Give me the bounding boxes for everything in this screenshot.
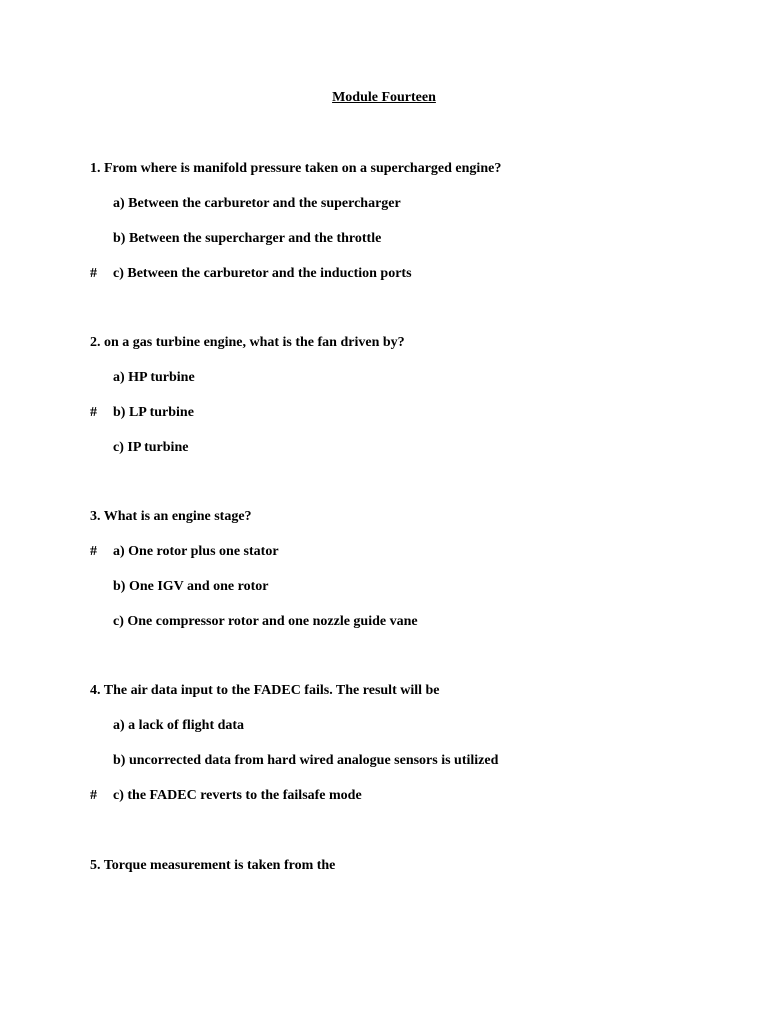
document-title: Module Fourteen <box>332 90 436 105</box>
correct-answer-mark: # <box>90 405 97 420</box>
correct-answer-mark: # <box>90 544 97 559</box>
option-text: c) IP turbine <box>113 440 189 455</box>
option-text: b) LP turbine <box>113 405 194 420</box>
answer-option <box>90 788 730 823</box>
option-text: a) Between the carburetor and the supercharger <box>113 196 401 211</box>
question-2 <box>90 335 730 475</box>
question-1 <box>90 161 730 301</box>
answer-option <box>90 718 730 753</box>
question-4 <box>90 683 730 823</box>
option-text: b) Between the supercharger and the throttle <box>113 231 382 246</box>
option-text: a) HP turbine <box>113 370 195 385</box>
correct-answer-mark: # <box>90 266 97 281</box>
answer-option <box>90 405 730 440</box>
correct-answer-mark: # <box>90 788 97 803</box>
question-5 <box>90 858 730 893</box>
question-text: 4. The air data input to the FADEC fails. The result will be <box>90 683 440 698</box>
answer-option <box>90 196 730 231</box>
answer-option <box>90 266 730 301</box>
option-text: a) a lack of flight data <box>113 718 245 733</box>
answer-option <box>90 753 730 788</box>
answer-option <box>90 231 730 266</box>
answer-option <box>90 614 730 649</box>
option-text: a) One rotor plus one stator <box>113 544 279 559</box>
question-3 <box>90 509 730 649</box>
answer-option <box>90 544 730 579</box>
question-text: 2. on a gas turbine engine, what is the fan driven by? <box>90 335 405 350</box>
option-text: c) One compressor rotor and one nozzle guide vane <box>113 614 418 629</box>
option-text: c) the FADEC reverts to the failsafe mode <box>113 788 362 803</box>
question-text: 3. What is an engine stage? <box>90 509 252 524</box>
answer-option <box>90 440 730 475</box>
answer-option <box>90 579 730 614</box>
question-text: 1. From where is manifold pressure taken on a supercharged engine? <box>90 161 502 176</box>
question-text: 5. Torque measurement is taken from the <box>90 858 336 873</box>
answer-option <box>90 370 730 405</box>
option-text: b) uncorrected data from hard wired analogue sensors is utilized <box>113 753 499 768</box>
option-text: c) Between the carburetor and the induction ports <box>113 266 412 281</box>
option-text: b) One IGV and one rotor <box>113 579 269 594</box>
